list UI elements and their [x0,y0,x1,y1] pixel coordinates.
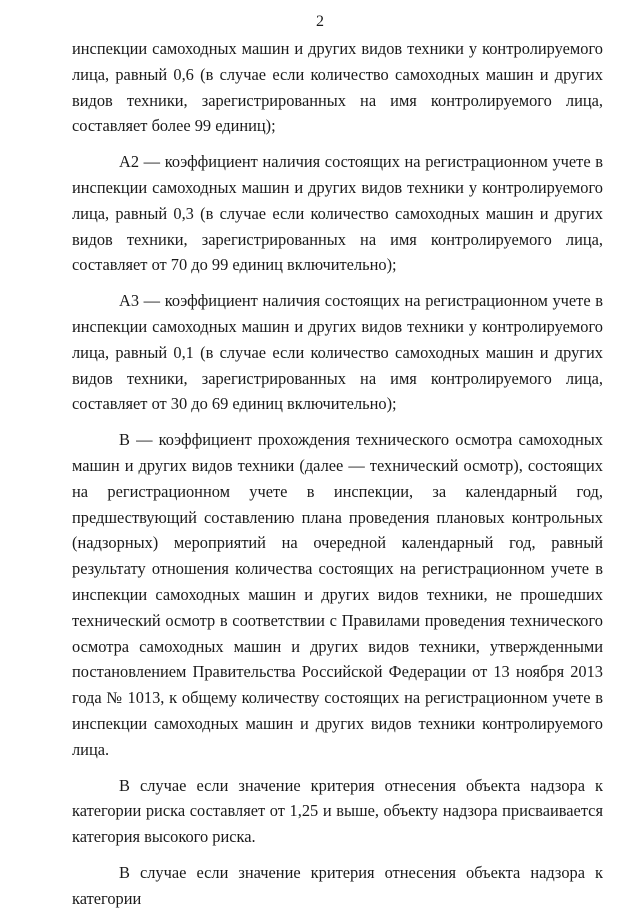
page-number: 2 [316,13,324,30]
document-body [72,36,603,912]
paragraph-high-risk: В случае если значение критерия отнесения объекта надзора к категории риска составляет от 1,25 и выше, объекту надзора присваивается категория высокого риска. [72,775,603,847]
paragraph-next: В случае если значение критерия отнесения объекта надзора к категории [72,862,603,908]
paragraph-b: В — коэффициент прохождения технического осмотра самоходных машин и других видов техники (далее — технический осмотр), состоящих на регистрационном учете в инспекции, за календарный год, предшествующий составлению плана проведения плановых контрольных (надзорных) мероприятий на очередной календарный год, равный результату отношения количества состоящих на регистрационном учете в инспекции самоходных машин и других видов техники, не прошедших технический осмотр в соответствии с Правилами проведения технического осмотра самоходных машин и других видов техники, утвержденными постановлением Правительства Российской Федерации от 13 ноября 2013 года № 1013, к общему количеству состоящих на регистрационном учете в инспекции самоходных машин и других видов техники контролируемого лица. [72,430,603,759]
paragraph-continuation: инспекции самоходных машин и других видов техники у контролируемого лица, равный 0,6 (в случае если количество самоходных машин и других видов техники, зарегистрированных на имя контролируемого лица, составляет более 99 единиц); [72,39,603,136]
paragraph-a3: А3 — коэффициент наличия состоящих на регистрационном учете в инспекции самоходных машин и других видов техники у контролируемого лица, равный 0,1 (в случае если количество самоходных машин и других видов техники, зарегистрированных на имя контролируемого лица, составляет от 30 до 69 единиц включительно); [72,291,603,414]
paragraph-a2: А2 — коэффициент наличия состоящих на регистрационном учете в инспекции самоходных машин и других видов техники у контролируемого лица, равный 0,3 (в случае если количество самоходных машин и других видов техники, зарегистрированных на имя контролируемого лица, составляет от 70 до 99 единиц включительно); [72,152,603,275]
